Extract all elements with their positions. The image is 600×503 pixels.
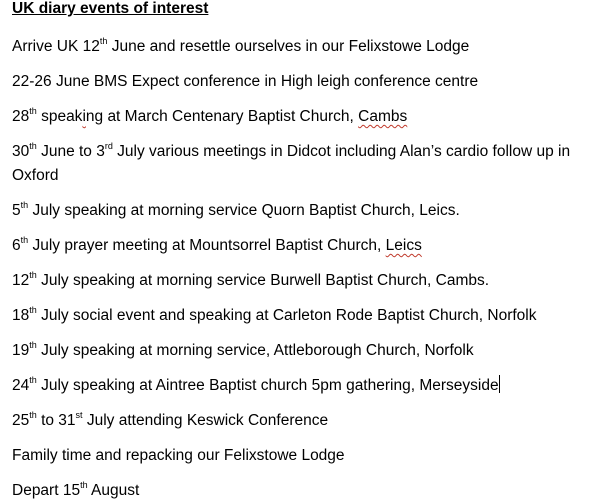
ordinal-suffix: th [20,234,29,245]
document-body[interactable] [12,0,592,503]
ordinal-suffix: th [29,409,37,420]
ordinal-suffix: th [20,199,29,210]
diary-events-list [12,35,592,503]
ordinal-suffix: th [29,105,37,116]
event-text: Depart 15 [12,482,81,499]
ordinal-suffix: st [75,409,83,420]
diary-event-line [12,269,592,293]
event-text: July speaking at morning service Quorn Baptist Church, Leics. [28,202,460,219]
diary-event-line [12,70,592,94]
event-text: August [87,482,140,499]
event-text: 18 [12,307,30,324]
event-text: June to 3 [36,143,105,160]
spellcheck-flagged-text: i [82,108,86,125]
event-text: 6 [12,237,21,254]
document-heading: UK diary events of interest [12,0,209,17]
ordinal-suffix: th [29,269,37,280]
diary-event-line [12,479,592,503]
diary-event-line [12,304,592,328]
event-text: 25 [12,412,30,429]
event-text: 22-26 June BMS Expect conference in High leigh conference centre [12,73,479,90]
diary-event-line [12,409,592,433]
diary-event-line [12,140,592,188]
diary-event-line [12,199,592,223]
event-text: 30 [12,143,30,160]
text-cursor [499,375,500,393]
diary-event-line [12,105,592,129]
spellcheck-flagged-text: Cambs [358,108,408,125]
ordinal-suffix: th [80,479,88,490]
event-text: Family time and repacking our Felixstowe Lodge [12,447,345,464]
ordinal-suffix: th [29,140,37,151]
diary-event-line [12,374,592,398]
event-text: to 31 [36,412,76,429]
event-text: 24 [12,377,30,394]
ordinal-suffix: rd [104,140,113,151]
ordinal-suffix: th [99,35,108,46]
event-text: June and resettle ourselves in our Felixstowe Lodge [107,38,470,55]
event-text: speak [36,108,83,125]
event-text: July social event and speaking at Carleton Rode Baptist Church, Norfolk [36,307,537,324]
diary-event-line [12,339,592,363]
diary-event-line [12,444,592,468]
ordinal-suffix: th [29,339,37,350]
event-text: July various meetings in Didcot including Alan’s cardio follow up in Oxford [12,143,571,184]
event-text: July speaking at morning service, Attleborough Church, Norfolk [36,342,474,359]
event-text: ng at March Centenary Baptist Church, [85,108,359,125]
spellcheck-flagged-text: Leics [385,237,422,254]
diary-event-line [12,234,592,258]
ordinal-suffix: th [29,304,37,315]
event-text: July prayer meeting at Mountsorrel Baptist Church, [28,237,386,254]
event-text: 12 [12,272,30,289]
event-text: 5 [12,202,21,219]
event-text: 19 [12,342,30,359]
diary-event-line [12,35,592,59]
event-text: July speaking at morning service Burwell Baptist Church, Cambs. [36,272,490,289]
event-text: July speaking at Aintree Baptist church 5pm gathering, Merseyside [36,377,499,394]
ordinal-suffix: th [29,374,37,385]
event-text: July attending Keswick Conference [82,412,329,429]
event-text: Arrive UK 12 [12,38,100,55]
event-text: 28 [12,108,30,125]
